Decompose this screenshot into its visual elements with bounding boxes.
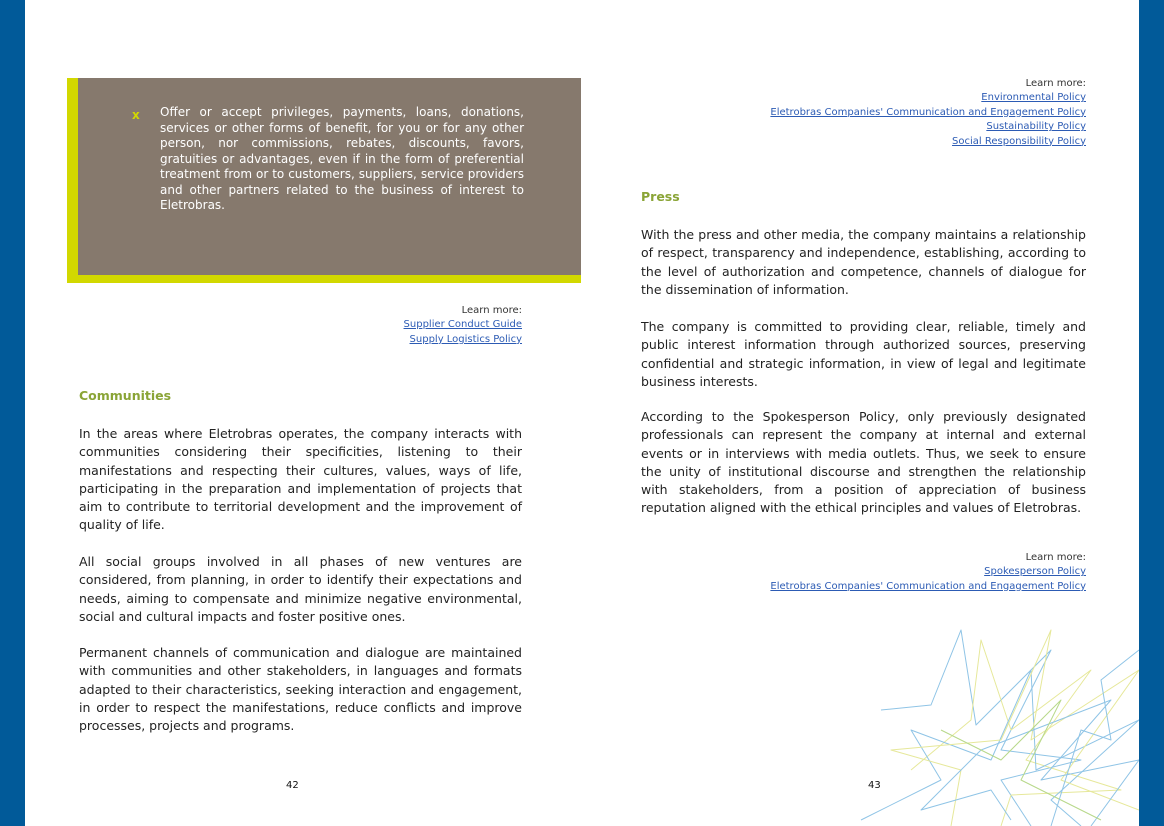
link-sustainability-policy[interactable]: Sustainability Policy (986, 121, 1086, 133)
highlight-box-text: Offer or accept privileges, payments, loans, donations, services or other forms of benefit, for you or for any other person, nor commissions, rebates, discounts, favors, gratuities or advantages, even if in the form of preferential treatment from or to customers, suppliers, service providers and other partners related to the business of interest to Eletrobras. (160, 105, 524, 212)
communities-paragraph-3: Permanent channels of communication and dialogue are maintained with communities and other stakeholders, in languages and formats adapted to their characteristics, seeking interaction and engagement, in order to respect the manifestations, reduce conflicts and improve processes, projects and programs. (79, 645, 522, 734)
link-environmental-policy[interactable]: Environmental Policy (981, 92, 1086, 104)
link-communication-engagement-policy-2[interactable]: Eletrobras Companies' Communication and Engagement Policy (770, 580, 1086, 592)
link-supply-logistics-policy[interactable]: Supply Logistics Policy (409, 333, 522, 345)
link-supplier-conduct-guide[interactable]: Supplier Conduct Guide (403, 319, 522, 331)
press-paragraph-2: The company is committed to providing clear, reliable, timely and public interest information through authorized sources, preserving confidential and strategic information, in view of legal and legitimate business interests. (641, 319, 1086, 389)
learn-more-label: Learn more: (1025, 552, 1086, 563)
bullet-x-icon: x (132, 108, 140, 122)
right-page (581, 0, 1139, 826)
heading-press: Press (641, 189, 680, 204)
page-number-left: 42 (286, 780, 299, 791)
learn-more-label: Learn more: (461, 305, 522, 316)
link-communication-engagement-policy[interactable]: Eletrobras Companies' Communication and Engagement Policy (770, 106, 1086, 118)
decorative-star-pattern (851, 610, 1139, 826)
highlight-box-body (78, 78, 581, 275)
link-spokesperson-policy[interactable]: Spokesperson Policy (984, 566, 1086, 578)
left-page (25, 0, 581, 826)
learn-more-policies (641, 77, 1086, 149)
learn-more-supplier (265, 304, 522, 347)
press-paragraph-3: According to the Spokesperson Policy, only previously designated professionals can represent the company at internal and external events or in interviews with media outlets. Thus, we seek to ensure the unity of institutional discourse and strengthen the relationship with stakeholders, from a position of appreciation of business reputation aligned with the ethical principles and values of Eletrobras. (641, 409, 1086, 516)
communities-paragraph-2: All social groups involved in all phases of new ventures are considered, from planning, in order to identify their expectations and needs, aiming to compensate and minimize negative environmental, social and cultural impacts and foster positive ones. (79, 554, 522, 624)
page-number-right: 43 (868, 780, 881, 791)
link-social-responsibility-policy[interactable]: Social Responsibility Policy (952, 135, 1086, 147)
learn-more-spokesperson (641, 551, 1086, 594)
learn-more-label: Learn more: (1025, 78, 1086, 89)
press-paragraph-1: With the press and other media, the company maintains a relationship of respect, transparency and independence, establishing, according to the level of authorization and competence, channels of dialogue for the dissemination of information. (641, 227, 1086, 297)
communities-paragraph-1: In the areas where Eletrobras operates, the company interacts with communities considering their specificities, listening to their manifestations and respecting their cultures, values, ways of life, participating in the preparation and implementation of projects that aim to contribute to territorial development and the improvement of quality of life. (79, 426, 522, 533)
heading-communities: Communities (79, 388, 172, 403)
highlight-box (67, 78, 581, 283)
